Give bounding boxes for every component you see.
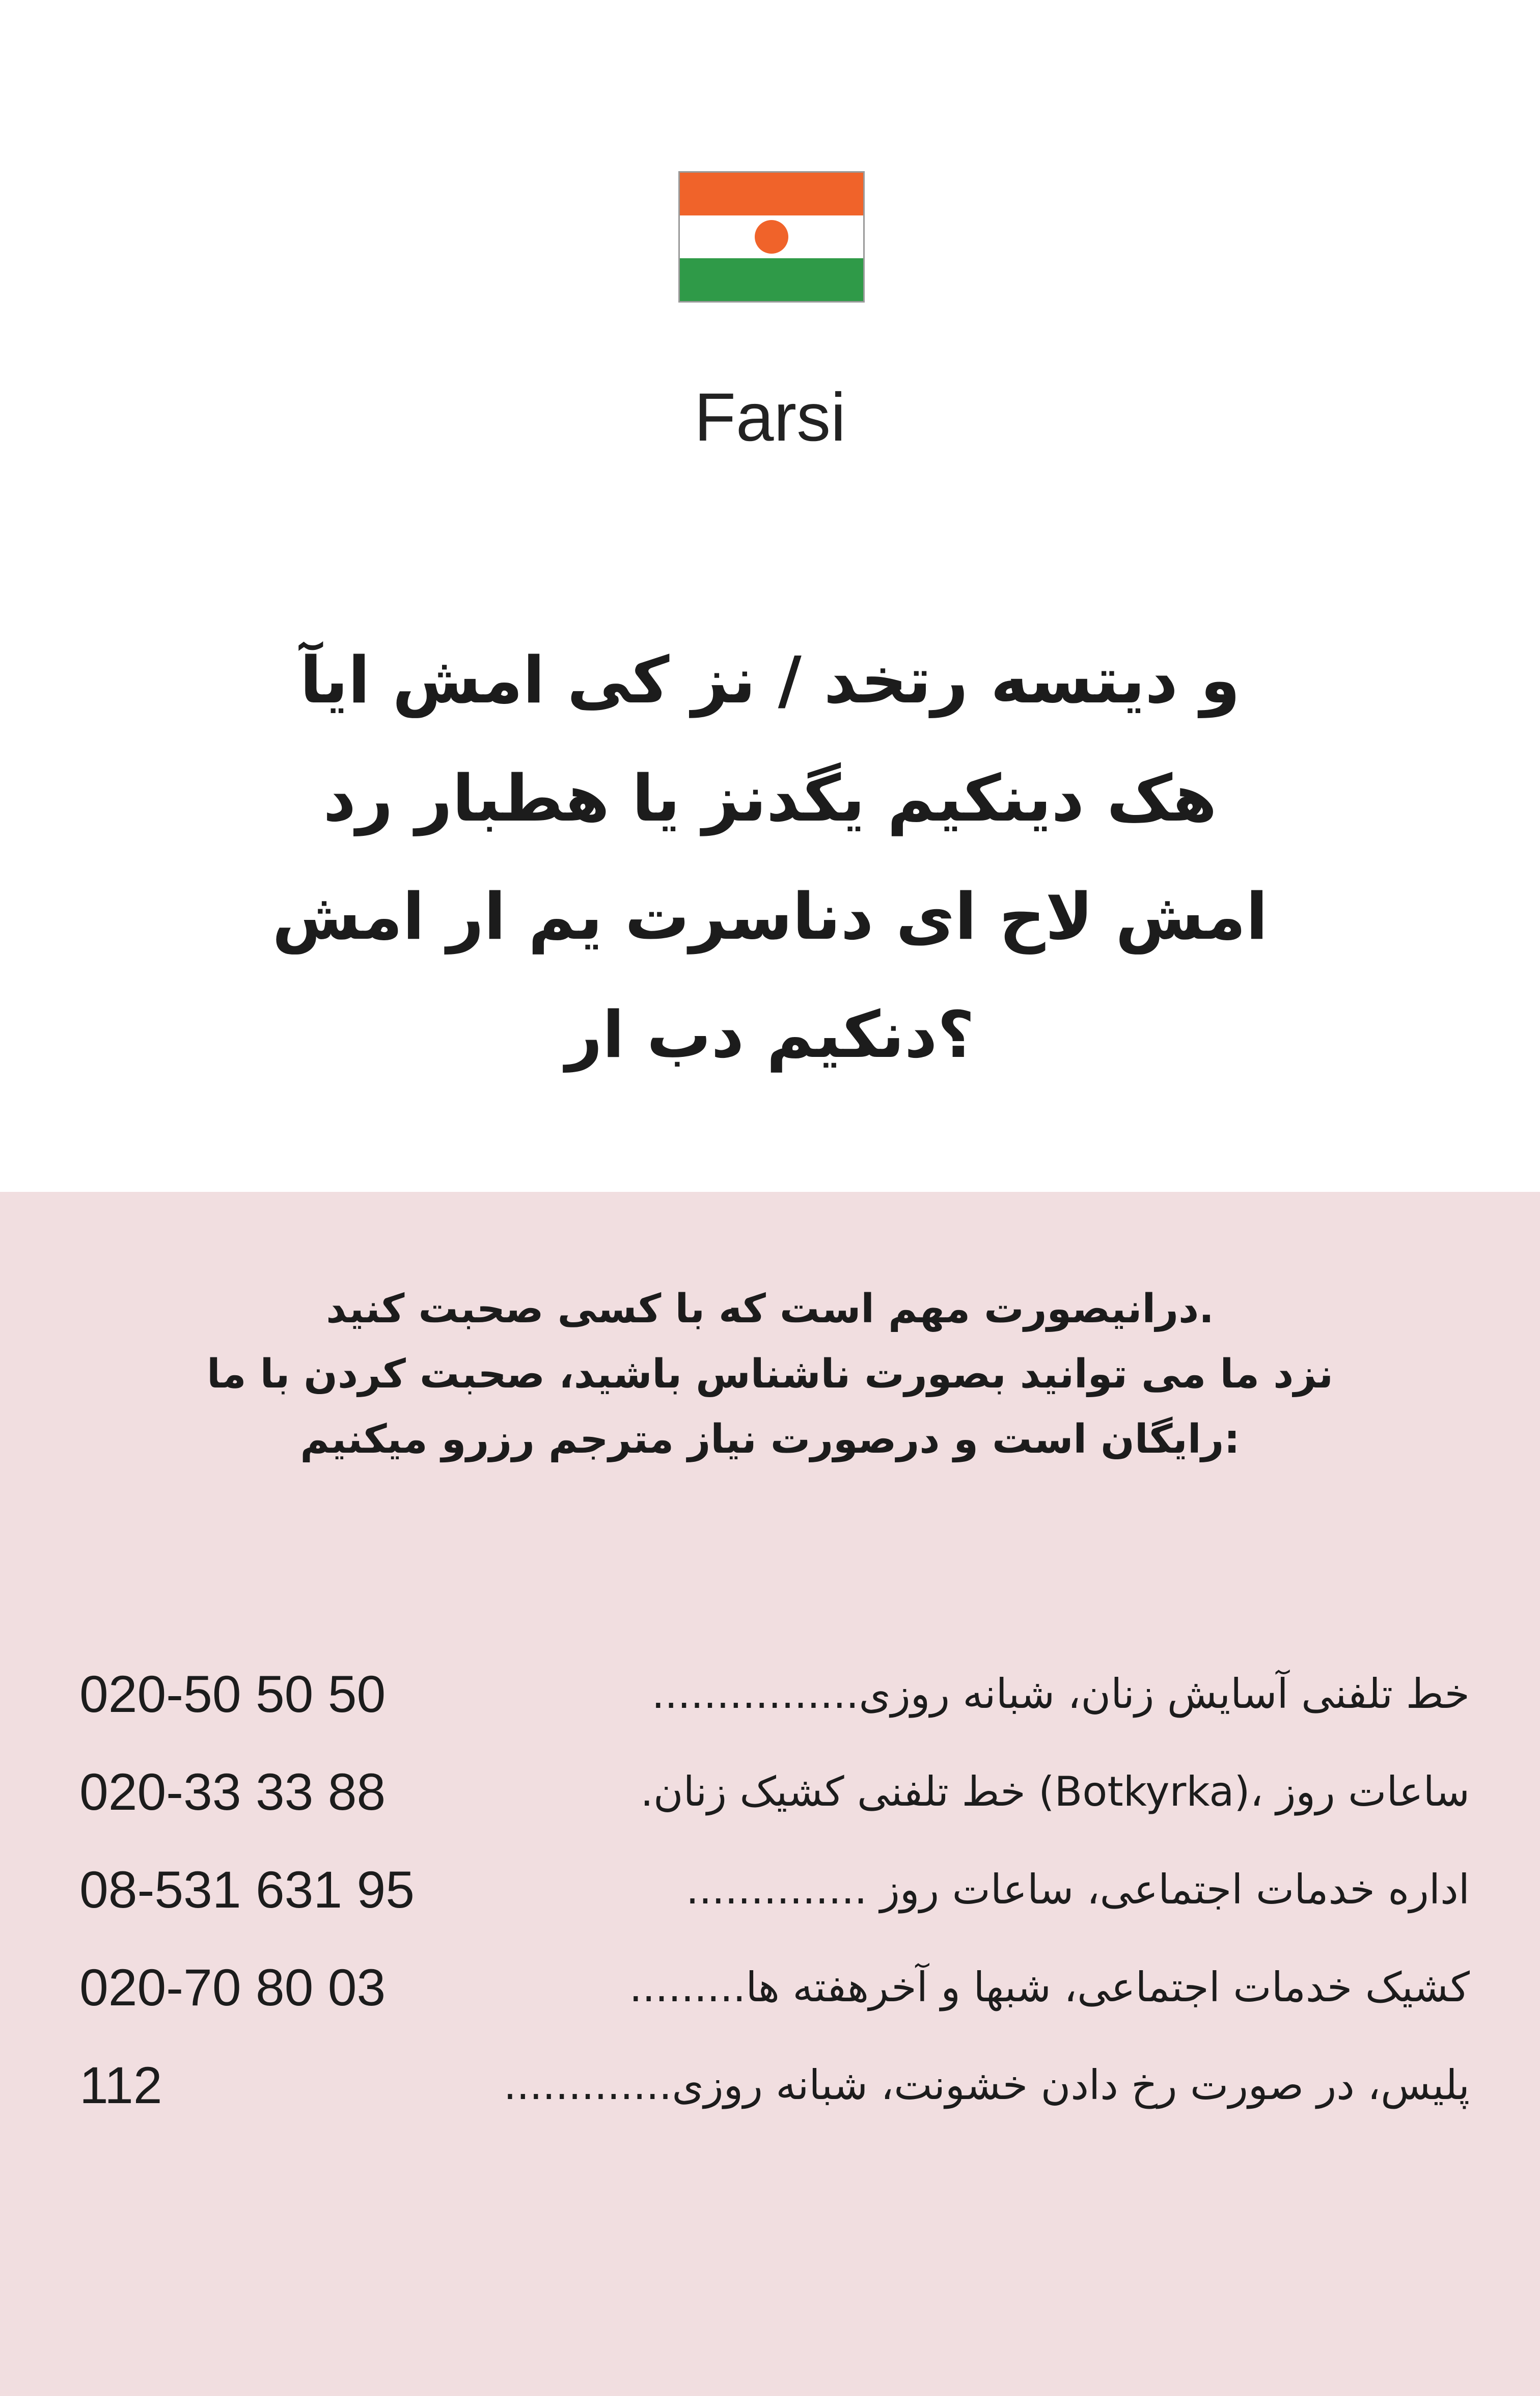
contact-list (79, 1645, 1470, 2134)
intro-text (153, 1276, 1387, 1472)
contact-number: 112 (79, 2056, 162, 2114)
intro-line: :رایگان است و درصورت نیاز مترجم رزرو میکنیم (300, 1417, 1240, 1462)
niger-flag-icon (678, 171, 865, 303)
headline (122, 621, 1418, 1094)
contact-row-social-services (79, 1841, 1470, 1939)
contact-number: 020-33 33 88 (79, 1763, 386, 1821)
contact-label: ساعات روز ،(Botkyrka) خط تلفنی کشیک زنان. (640, 1768, 1470, 1815)
intro-line: .درانیصورت مهم است که با کسی صحبت کنید (326, 1286, 1214, 1332)
headline-line: و دیتسه رتخد / نز کی امش ایآ (299, 643, 1241, 718)
headline-line: ؟دنکیم دب ار (565, 997, 975, 1072)
contact-number: 020-50 50 50 (79, 1665, 386, 1723)
headline-line: امش لاح ای دناسرت یم ار امش (272, 879, 1268, 954)
contact-number: 020-70 80 03 (79, 1958, 386, 2017)
contact-row-social-services-on-call (79, 1939, 1470, 2036)
contact-row-police (79, 2036, 1470, 2134)
language-label: Farsi (694, 379, 846, 455)
flag-band-green (680, 258, 863, 301)
contact-number: 08-531 631 95 (79, 1861, 415, 1919)
top-section (0, 0, 1540, 1192)
contact-label: خط تلفنی آسایش زنان، شبانه روزی................ (651, 1670, 1470, 1718)
headline-line: هک دینکیم یگدنز یا هطبار رد (323, 761, 1217, 836)
flag-band-orange (680, 173, 863, 215)
contact-label: کشیک خدمات اجتماعی، شبها و آخرهفته ها......... (629, 1964, 1470, 2011)
contact-label: اداره خدمات اجتماعی، ساعات روز .............. (685, 1866, 1470, 1913)
contact-label: پلیس، در صورت رخ دادن خشونت، شبانه روزی............. (503, 2061, 1470, 2109)
flag-disc (755, 220, 788, 254)
intro-line: نزد ما می توانید بصورت ناشناس باشید، صحبت کردن با ما (206, 1351, 1334, 1397)
contact-row-women-helpline (79, 1645, 1470, 1743)
contact-row-botkyrka-helpline (79, 1743, 1470, 1841)
